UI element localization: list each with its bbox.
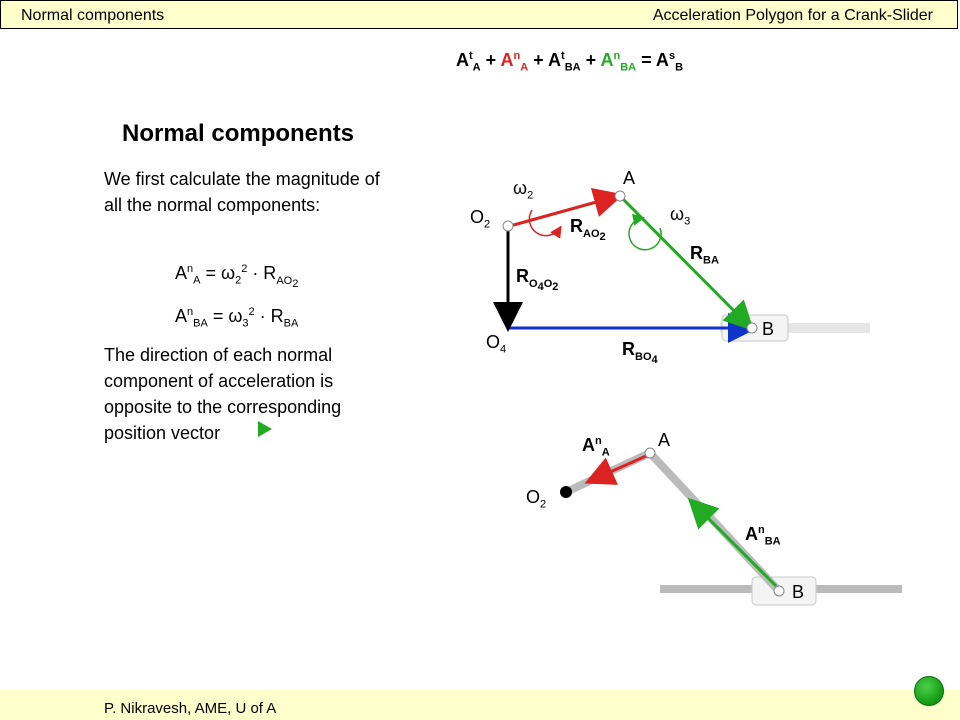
label-a-bottom: A: [658, 430, 671, 450]
header-left-title: Normal components: [21, 7, 165, 24]
label-omega3: $\omega_3$: [670, 204, 691, 228]
label-an-a: $A^n_A$: [582, 435, 610, 459]
slide-title: Normal components: [122, 120, 355, 147]
pin-o2-bottom: [560, 486, 572, 498]
label-r-ao2: $R_{AO_2}$: [570, 216, 606, 243]
intro-paragraph: We first calculate the magnitude of all the normal components:: [104, 169, 380, 215]
pin-o2-top: [503, 221, 513, 231]
pin-a-top: [615, 191, 625, 201]
pin-b-top: [747, 323, 757, 333]
header-right-title: Acceleration Polygon for a Crank-Slider: [652, 7, 933, 24]
vector-an-a: [590, 456, 646, 481]
bottom-bar: [0, 690, 960, 720]
label-o2-bottom: $O_2$: [526, 487, 547, 511]
label-a-top: A: [623, 168, 636, 188]
label-o2-top: $O_2$: [470, 207, 491, 231]
label-o4: $O_4$: [486, 332, 507, 356]
pin-b-bottom: [774, 586, 784, 596]
normal-a-equation: $A^n_A = \omega_2^2 \cdot R_{AO_2}$: [175, 263, 299, 290]
label-r-bo4: $R_{BO_4}$: [622, 339, 658, 366]
label-b-bottom: B: [792, 582, 805, 602]
pin-a-bottom: [645, 448, 655, 458]
direction-paragraph: The direction of each normal component of acceleration is opposite to the corresponding position vector: [104, 345, 342, 443]
label-an-ba: $A^n_{BA}$: [745, 524, 781, 548]
next-slide-icon[interactable]: [914, 676, 944, 706]
acceleration-equation: $A^t_A + A^n_A + A^t_{BA} + A^n_{BA} = A^s_B$: [456, 50, 684, 74]
label-omega2: $\omega_2$: [513, 178, 534, 202]
label-r-ba: $R_{BA}$: [690, 243, 719, 267]
normal-ba-equation: $A^n_{BA} = \omega_3^2 \cdot R_{BA}$: [175, 306, 299, 330]
label-r-o4o2: $R_{O_4O_2}$: [516, 266, 559, 293]
footer-credit: P. Nikravesh, AME, U of A: [104, 700, 277, 717]
label-b-top: B: [762, 319, 775, 339]
